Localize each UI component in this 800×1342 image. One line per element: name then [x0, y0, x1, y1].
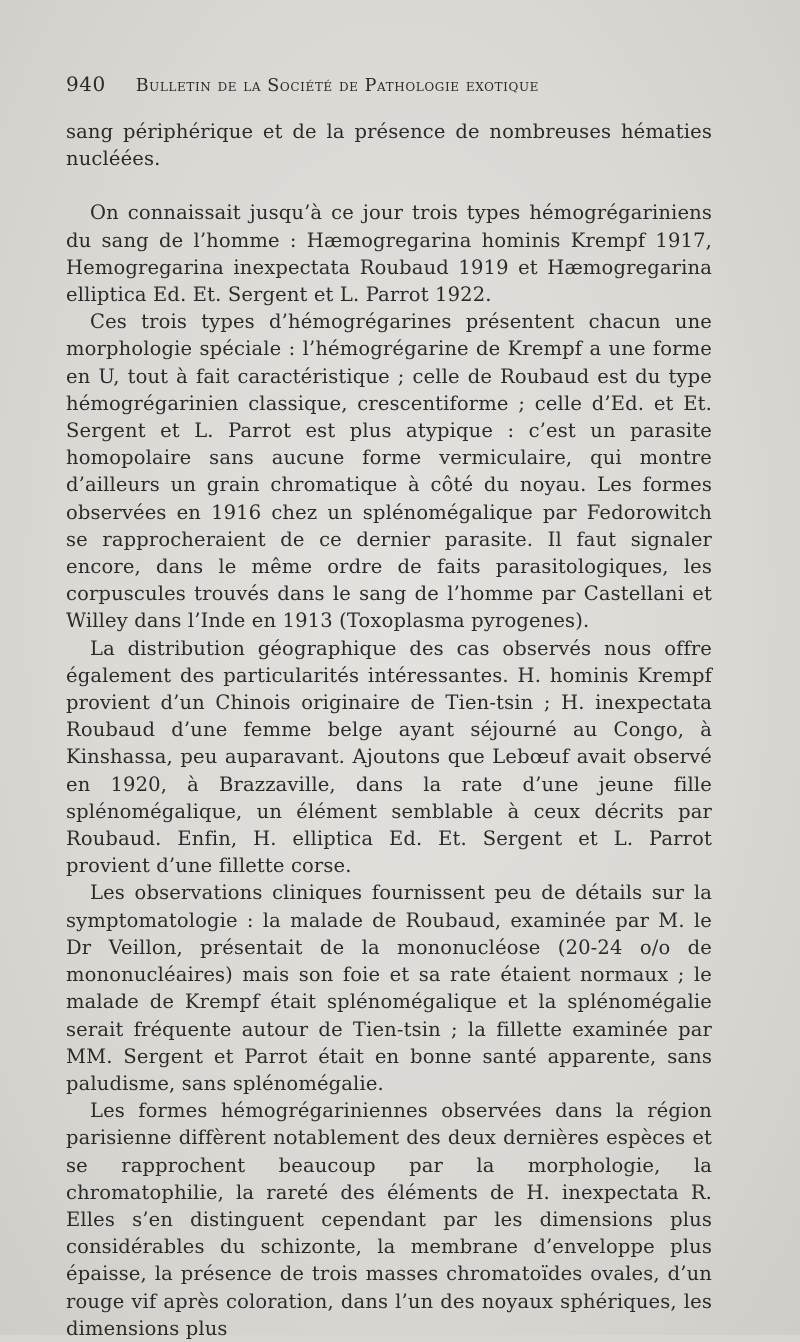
paragraph: Les observations cliniques fournissent peu de détails sur la symptomatologie : la malade de Roubaud, examinée par M. le Dr Veillon, présentait de la mononucléose (20-24 o/o de mononucléaires) mais son foie et sa rate étaient normaux ; le malade de Krempf était splénomégalique et la splénomégalie serait fréquente autour de Tien-tsin ; la fillette examinée par MM. Sergent et Parrot était en bonne santé apparente, sans paludisme, sans splénomégalie.	[66, 881, 712, 1095]
paragraph: Les formes hémogrégariniennes observées dans la région parisienne diffèrent notablement des deux dernières espèces et se rapprochent beaucoup par la morphologie, la chromatophilie, la rareté des éléments de H. inexpectata R. Elles s’en distinguent cependant par les dimensions plus considérables du schizonte, la membrane d’enveloppe plus épaisse, la présence de trois masses chromatoïdes ovales, d’un rouge vif après coloration, dans l’un des noyaux sphériques, les dimensions plus	[66, 1099, 712, 1340]
page-number: 940	[66, 72, 106, 96]
paragraph: La distribution géographique des cas observés nous offre également des particularités intéressantes. H. hominis Krempf provient d’un Chinois originaire de Tien-tsin ; H. inexpectata Roubaud d’une femme belge ayant séjourné au Congo, à Kinshassa, peu auparavant. Ajoutons que Lebœuf avait observé en 1920, à Brazzaville, dans la rate d’une jeune fille splénomégalique, un élément semblable à ceux décrits par Roubaud. Enfin, H. elliptica Ed. Et. Sergent et L. Parrot provient d’une fillette corse.	[66, 636, 712, 878]
body-text	[66, 118, 712, 1342]
paragraph: On connaissait jusqu’à ce jour trois types hémogrégariniens du sang de l’homme : Hæmogregarina hominis Krempf 1917, Hemogregarina inexpectata Roubaud 1919 et Hæmogregarina elliptica Ed. Et. Sergent et L. Parrot 1922.	[66, 201, 712, 307]
page-header	[66, 72, 716, 96]
paragraph: Ces trois types d’hémogrégarines présentent chacun une morphologie spéciale : l’hémogrégarine de Krempf a une forme en U, tout à fait caractéristique ; celle de Roubaud est du type hémogrégarinien classique, crescentiforme ; celle d’Ed. et Et. Sergent et L. Parrot est plus atypique : c’est un parasite homopolaire sans aucune forme vermiculaire, qui montre d’ailleurs un grain chromatique à côté du noyau. Les formes observées en 1916 chez un splénomégalique par Fedorowitch se rapprocheraient de ce dernier parasite. Il faut signaler encore, dans le même ordre de faits parasitologiques, les corpuscules trouvés dans le sang de l’homme par Castellani et Willey dans l’Inde en 1913 (Toxoplasma pyrogenes).	[66, 310, 712, 633]
running-title: Bulletin de la Société de Pathologie exotique	[135, 76, 540, 96]
paragraph-continuation: sang périphérique et de la présence de nombreuses hématies nucléées.	[66, 120, 712, 171]
